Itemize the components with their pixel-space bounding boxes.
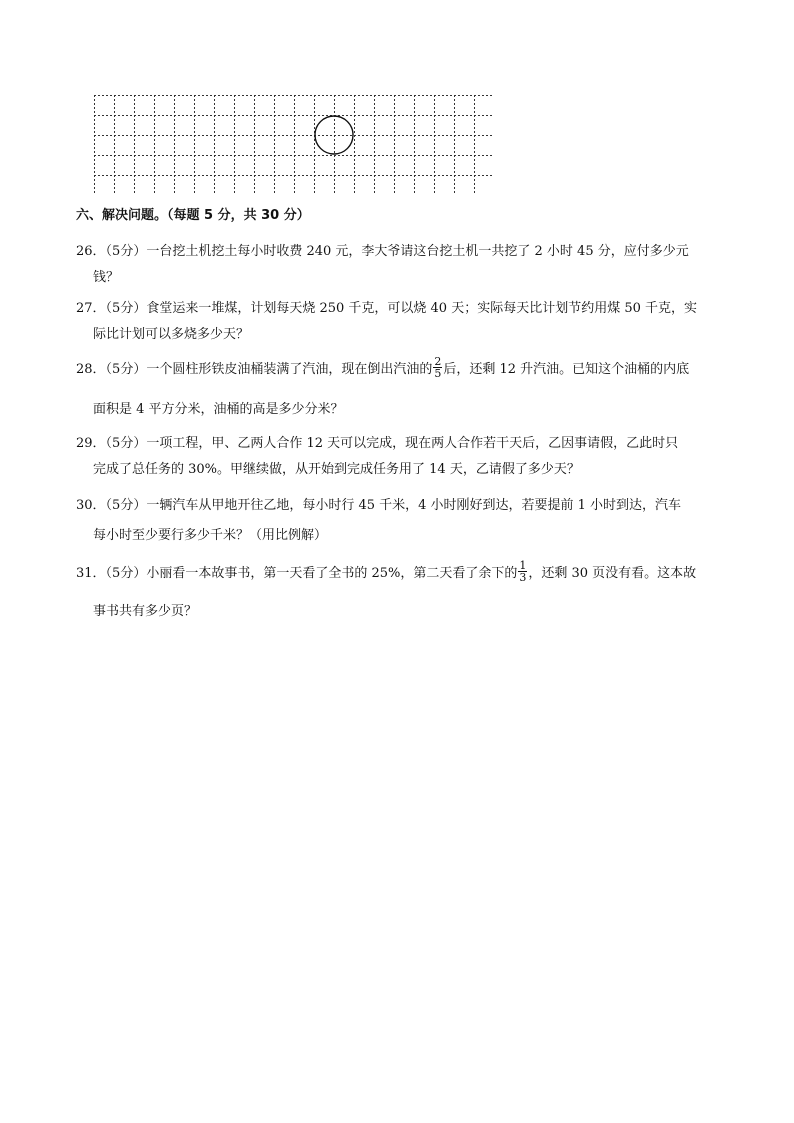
fraction — [518, 560, 527, 583]
fraction — [433, 356, 442, 379]
question-line-with-fraction — [76, 355, 690, 380]
question-text-cont: 钱？ — [93, 270, 120, 285]
question-text: 27．（5分）食堂运来一堆煤，计划每天烧 250 千克，可以烧 40 天；实际每天比计划节约用煤 50 千克，实 — [76, 301, 698, 316]
fraction-numerator: 2 — [434, 355, 442, 368]
grid-drawing — [94, 95, 494, 195]
question-text-after-fraction: ，还剩 30 页没有看。这本故 — [528, 566, 697, 581]
fraction-numerator: 1 — [519, 559, 527, 572]
question-text-cont: 每小时至少要行多少千米？（用比例解） — [93, 528, 328, 543]
fraction-denominator: 3 — [519, 571, 527, 584]
question-text-cont: 面积是 4 平方分米，油桶的高是多少分米？ — [93, 402, 344, 417]
question-text: 30．（5分）一辆汽车从甲地开往乙地，每小时行 45 千米，4 小时刚好到达，若要提前 1 小时到达，汽车 — [76, 498, 682, 513]
fraction-denominator: 5 — [434, 367, 442, 380]
question-text: 31．（5分）小丽看一本故事书，第一天看了全书的 25%，第二天看了余下的 — [76, 566, 518, 581]
question-text: 26．（5分）一台挖土机挖土每小时收费 240 元，李大爷请这台挖土机一共挖了 2 小时 45 分，应付多少元 — [76, 244, 689, 259]
question-text-cont: 事书共有多少页？ — [93, 604, 198, 619]
question-line-with-fraction — [76, 559, 697, 584]
question-text-after-fraction: 后，还剩 12 升汽油。已知这个油桶的内底 — [443, 362, 690, 377]
section-title: 六、解决问题。（每题 5 分，共 30 分） — [76, 208, 310, 223]
dotted-grid — [94, 95, 494, 195]
question-text-cont: 完成了总任务的 30%。甲继续做，从开始到完成任务用了 14 天，乙请假了多少天？ — [93, 462, 580, 477]
question-text: 28．（5分）一个圆柱形铁皮油桶装满了汽油，现在倒出汽油的 — [76, 362, 433, 377]
question-text-cont: 际比计划可以多烧多少天？ — [93, 327, 250, 342]
question-text: 29．（5分）一项工程，甲、乙两人合作 12 天可以完成，现在两人合作若干天后，乙因事请假，乙此时只 — [76, 436, 679, 451]
